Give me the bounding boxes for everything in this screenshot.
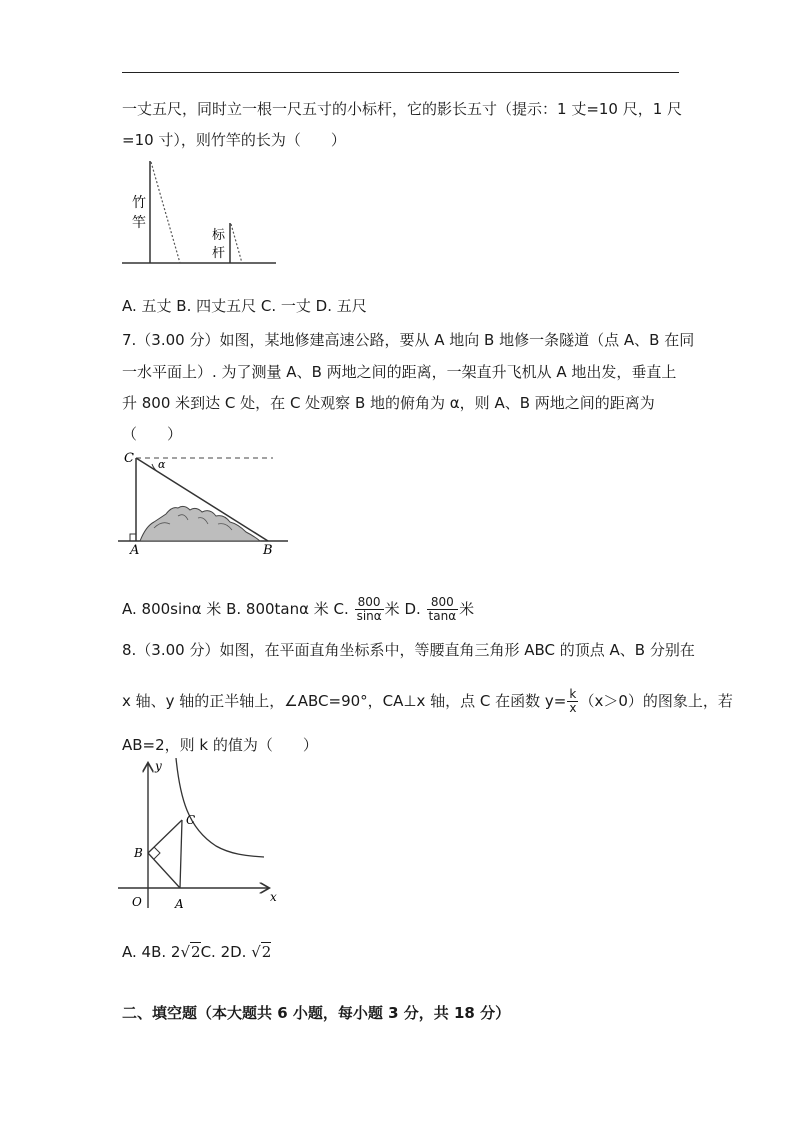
marker-shadow-ray <box>231 224 242 263</box>
sqrt-radicand-1: 2 <box>191 943 201 961</box>
frac-k: k <box>567 688 578 702</box>
mountain-shape <box>140 506 260 541</box>
q8-line2-post: （x＞0）的图象上，若 <box>579 692 733 710</box>
label-a: A <box>130 543 140 556</box>
sqrt-symbol-1: √2 <box>180 943 201 961</box>
q8-options <box>122 942 271 962</box>
frac-c-denominator: sinα <box>356 609 382 623</box>
label-y: y <box>155 759 162 773</box>
q8-k-over-x-fraction <box>567 688 578 715</box>
q7-text-line1: 7.（3.00 分）如图，某地修建高速公路，要从 A 地向 B 地修一条隧道（点 A、B 在同 <box>122 331 695 349</box>
label-x: x <box>270 890 277 904</box>
header-rule <box>122 72 679 73</box>
q7-text-line3: 升 800 米到达 C 处，在 C 处观察 B 地的俯角为 α，则 A、B 两地之间的距离为 <box>122 394 655 412</box>
q7-option-ab: A. 800sinα 米 B. 800tanα 米 C. <box>122 600 349 618</box>
q7-text-line2: 一水平面上）. 为了测量 A、B 两地之间的距离，一架直升飞机从 A 地出发，垂直上 <box>122 363 677 381</box>
q7-figure <box>118 446 293 556</box>
label-c: C <box>124 451 134 466</box>
label-alpha: α <box>158 458 166 471</box>
label-c: C <box>186 813 196 827</box>
frac-x: x <box>569 701 577 715</box>
marker-label-2: 杆 <box>212 246 226 261</box>
q8-text-line2 <box>122 688 733 715</box>
pole-label-1: 竹 <box>132 195 146 211</box>
label-b: B <box>263 543 273 556</box>
q8-figure <box>118 758 288 913</box>
q6-text-line2: =10 寸），则竹竿的长为（ ） <box>122 131 346 149</box>
frac-d-denominator: tanα <box>428 609 457 623</box>
frac-d-numerator: 800 <box>427 596 459 610</box>
q7-text-line4: （ ） <box>122 425 183 443</box>
label-b: B <box>134 846 143 860</box>
right-angle-mark <box>130 534 136 541</box>
pole-label-2: 竿 <box>132 215 146 231</box>
marker-label-1: 标 <box>212 228 226 243</box>
frac-c-numerator: 800 <box>355 596 384 610</box>
label-o: O <box>132 895 142 909</box>
pole-shadow-ray <box>151 162 180 263</box>
q8-line2-pre: x 轴、y 轴的正半轴上，∠ABC=90°，CA⊥x 轴，点 C 在函数 y= <box>122 692 567 710</box>
q8-option-cd: C. 2D. <box>200 943 252 961</box>
segment-bc <box>148 820 182 853</box>
segment-ac <box>180 820 182 888</box>
sqrt-symbol-2: √2 <box>251 943 272 961</box>
hyperbola-curve <box>176 758 264 857</box>
q7-options <box>122 596 474 623</box>
sqrt-radicand-2: 2 <box>261 943 272 961</box>
q6-text-line1: 一丈五尺，同时立一根一尺五寸的小标杆，它的影长五寸（提示：1 丈=10 尺，1 尺 <box>122 100 683 118</box>
right-angle-mark-b <box>154 847 160 859</box>
q8-text-line1: 8.（3.00 分）如图，在平面直角坐标系中，等腰直角三角形 ABC 的顶点 A、B 分别在 <box>122 641 695 659</box>
q6-figure <box>118 157 283 269</box>
q8-option-ab: A. 4B. 2 <box>122 943 181 961</box>
q8-text-line3: AB=2，则 k 的值为（ ） <box>122 736 318 754</box>
section-2-title: 二、填空题（本大题共 6 小题，每小题 3 分，共 18 分） <box>122 1004 511 1022</box>
label-a: A <box>175 897 184 911</box>
q6-options: A. 五丈 B. 四丈五尺 C. 一丈 D. 五尺 <box>122 297 367 315</box>
q7-option-d-fraction <box>427 596 459 623</box>
q7-option-c-tail: 米 D. <box>384 600 421 618</box>
q7-option-d-tail: 米 <box>459 600 475 618</box>
segment-ba <box>148 853 180 888</box>
q7-option-c-fraction <box>355 596 384 623</box>
